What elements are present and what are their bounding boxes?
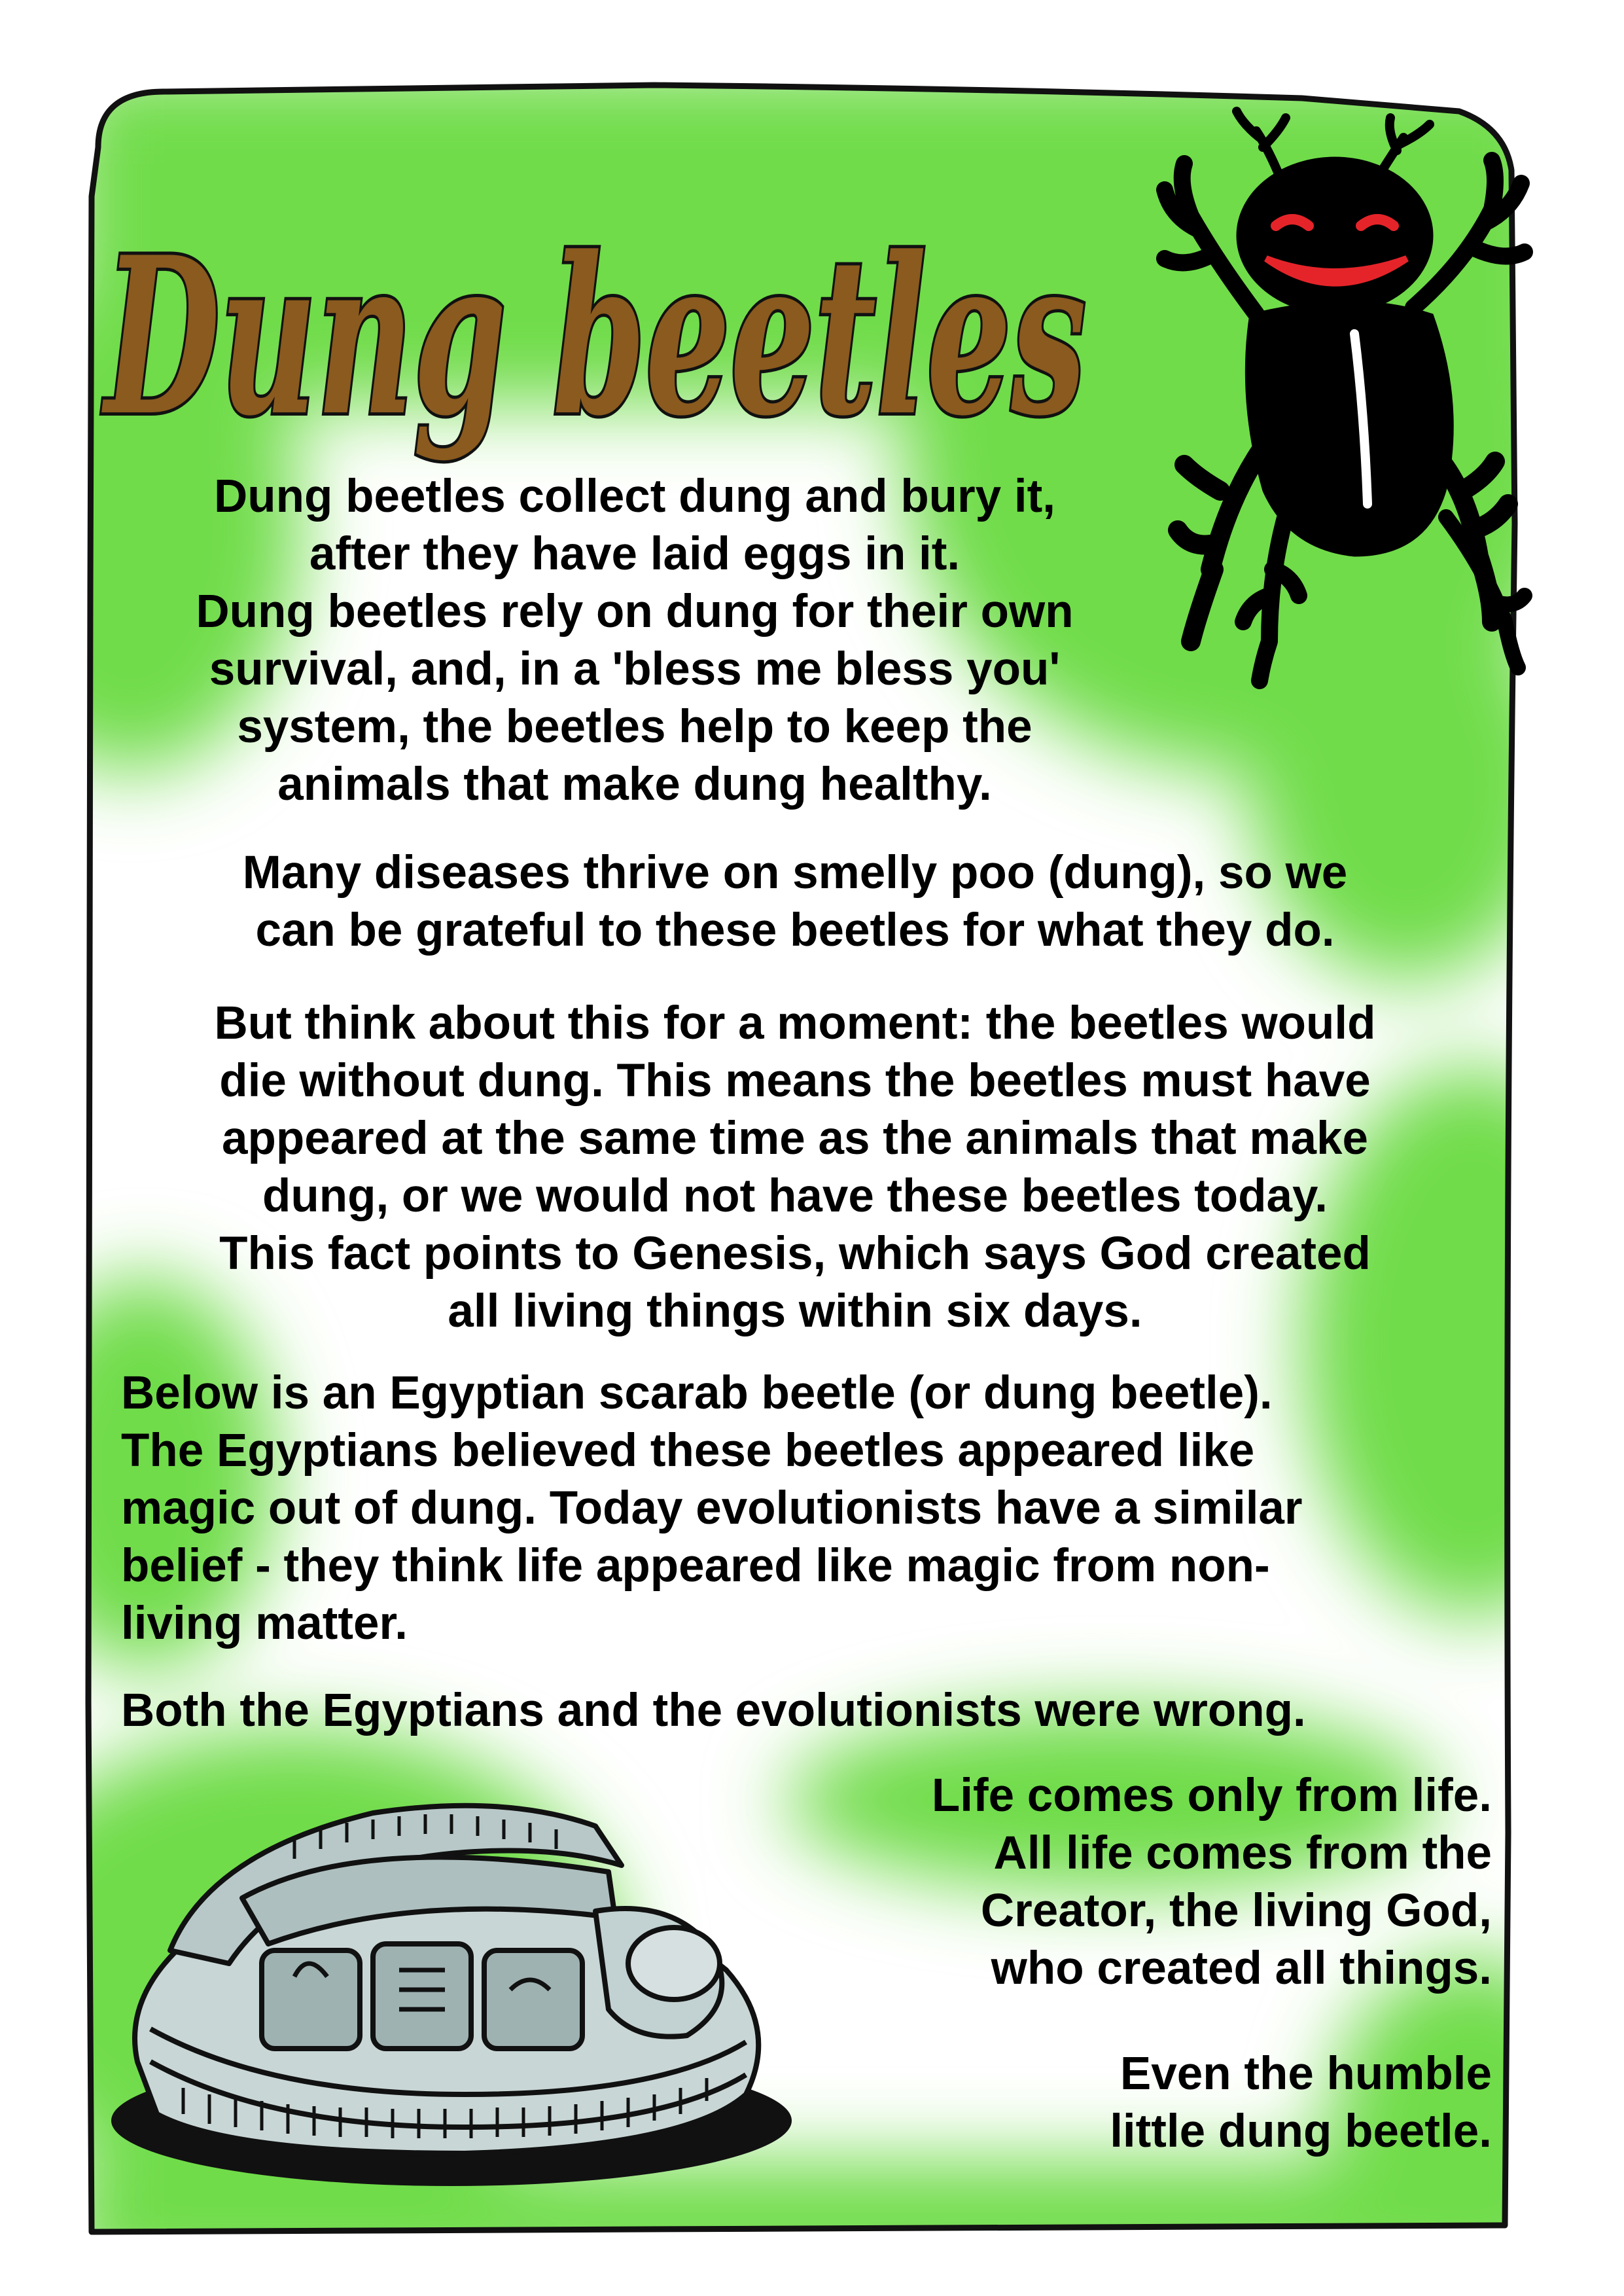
scarab-paragraph [121, 1365, 1502, 1653]
wrong-paragraph [121, 1682, 1502, 1740]
humble-paragraph [851, 2045, 1492, 2161]
intro-text: Dung beetles collect dung and bury it, after they have laid eggs in it. Dung beetles rely on dung for their own survival, and, in a 'bless me bless you' system, the beetles help to keep the animals that make dung healthy. [196, 471, 1074, 811]
dung-beetle-cartoon [1139, 98, 1544, 707]
page-title [92, 118, 1139, 484]
diseases-text: Many diseases thrive on smelly poo (dung), so we can be grateful to these beetles for what they do. [242, 847, 1348, 957]
humble-text: Even the humble little dung beetle. [1110, 2048, 1492, 2158]
egyptian-scarab-carving [98, 1754, 805, 2199]
think-paragraph [111, 995, 1479, 1340]
intro-paragraph [118, 468, 1152, 814]
scarab-text: Below is an Egyptian scarab beetle (or dung beetle). The Egyptians believed these beetles appeared like magic out of dung. Today evolutionists have a similar belief - they think life appeared like magic from non- living matter. [121, 1367, 1303, 1650]
page-title-text: Dung beetles [100, 209, 1086, 463]
life-text: Life comes only from life. All life comes from the Creator, the living God, who created all things. [931, 1770, 1492, 1995]
life-paragraph [772, 1767, 1492, 1998]
diseases-paragraph [137, 844, 1453, 960]
think-text: But think about this for a moment: the beetles would die without dung. This means the beetles must have appeared at the same time as the animals that make dung, or we would not have these beetles today. This fact points to Genesis, which says God created all living things within six days. [214, 997, 1376, 1338]
wrong-text: Both the Egyptians and the evolutionists were wrong. [121, 1685, 1306, 1736]
